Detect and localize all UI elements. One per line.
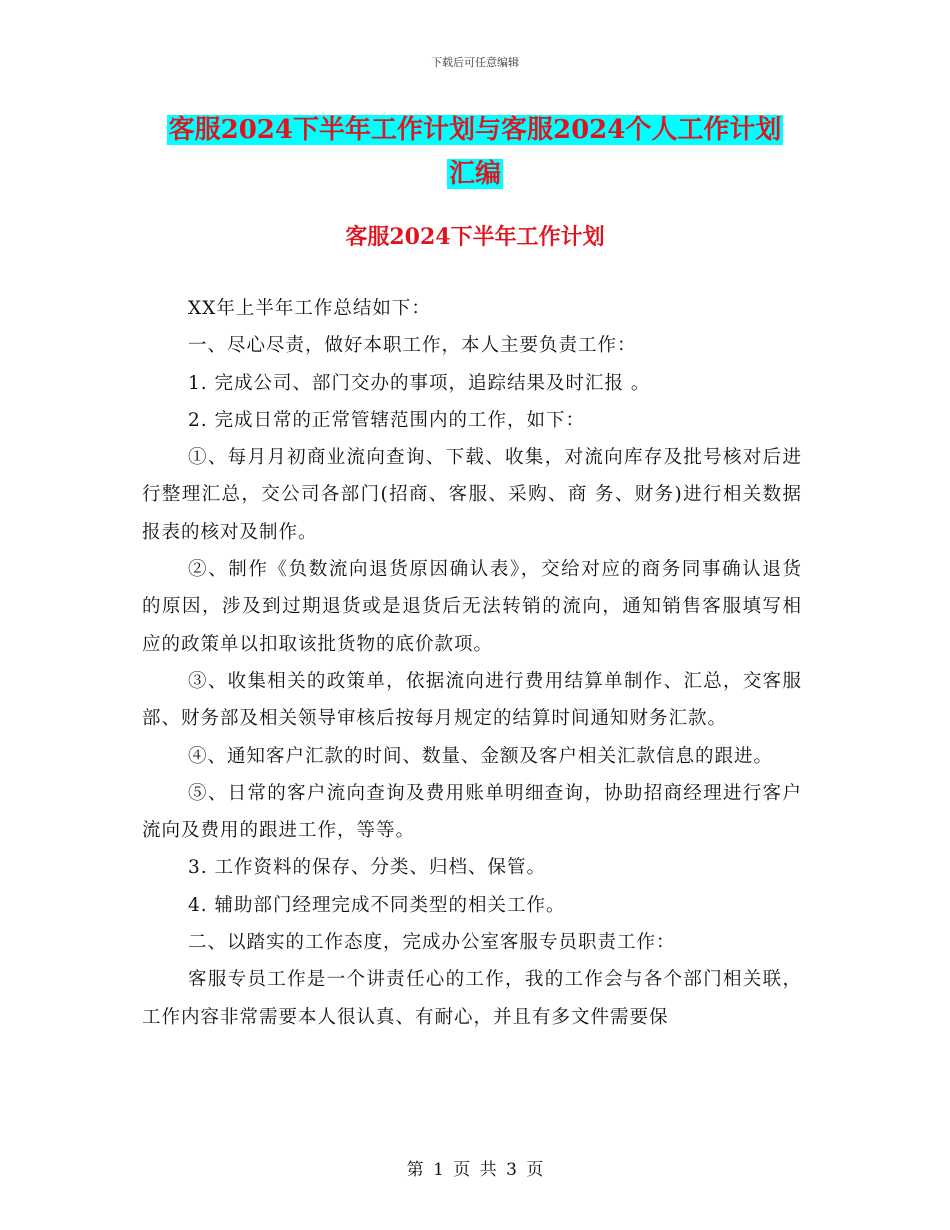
paragraph: ①、每月月初商业流向查询、下载、收集，对流向库存及批号核对后进行整理汇总，交公司各部门(招商、客服、采购、商 务、财务)进行相关数据报表的核对及制作。 [142, 447, 802, 543]
paragraph: 一、尽心尽责，做好本职工作，本人主要负责工作： [188, 335, 637, 357]
document-title-line-2 [0, 154, 950, 194]
document-title-text-2: 汇编 [448, 159, 501, 189]
document-title-line-1 [0, 110, 950, 150]
paragraph: 4. 辅助部门经理完成不同类型的相关工作。 [188, 894, 566, 916]
document-title-text-1: 客服2024下半年工作计划与客服2024个人工作计划 [168, 115, 782, 145]
section-title: 客服2024下半年工作计划 [345, 224, 605, 250]
paragraph: 客服专员工作是一个讲责任心的工作，我的工作会与各个部门相关联，工作内容非常需要本人很认真、有耐心，并且有多文件需要保 [142, 969, 802, 1028]
paragraph: 2. 完成日常的正常管辖范围内的工作，如下： [188, 409, 586, 431]
paragraph: ⑤、日常的客户流向查询及费用账单明细查询，协助招商经理进行客户流向及费用的跟进工作，等等。 [142, 782, 802, 842]
paragraph: 3. 工作资料的保存、分类、归档、保管。 [188, 857, 547, 879]
header-note: 下载后可任意编辑 [431, 56, 519, 69]
paragraph: 1. 完成公司、部门交办的事项，追踪结果及时汇报 。 [188, 372, 651, 394]
document-body [142, 290, 802, 1036]
paragraph: ③、收集相关的政策单，依据流向进行费用结算单制作、汇总，交客服部、财务部及相关领导审核后按每月规定的结算时间通知财务汇款。 [142, 670, 802, 730]
paragraph: ②、制作《负数流向退货原因确认表》，交给对应的商务同事确认退货的原因，涉及到过期退货或是退货后无法转销的流向，通知销售客服填写相应的政策单以扣取该批货物的底价款项。 [142, 559, 802, 655]
paragraph: XX年上半年工作总结如下： [188, 298, 431, 319]
paragraph: ④、通知客户汇款的时间、数量、金额及客户相关汇款信息的跟进。 [188, 745, 774, 767]
paragraph: 二、以踏实的工作态度，完成办公室客服专员职责工作： [188, 932, 676, 954]
page-footer: 第 1 页 共 3 页 [406, 1160, 544, 1180]
